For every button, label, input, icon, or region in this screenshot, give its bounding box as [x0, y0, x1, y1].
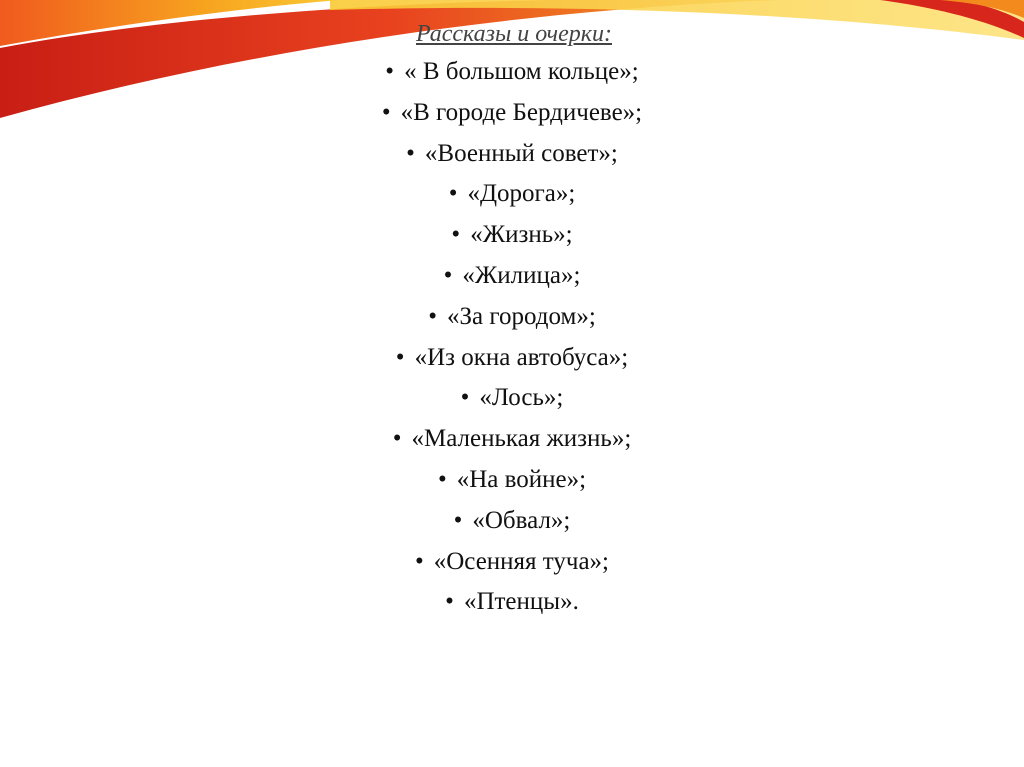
bullet-list — [0, 52, 1024, 623]
bullet-icon: • — [448, 180, 458, 208]
list-item — [0, 460, 1024, 501]
bullet-icon: • — [445, 588, 454, 616]
list-item — [0, 215, 1024, 256]
bullet-icon: • — [460, 384, 470, 412]
bullet-icon: • — [381, 98, 391, 126]
slide-body — [0, 17, 1024, 623]
list-item-text: «Маленькая жизнь»; — [411, 425, 632, 453]
bullet-icon: • — [385, 58, 395, 85]
list-item-text: «В городе Бердичеве»; — [400, 98, 643, 126]
bullet-icon: • — [395, 343, 405, 371]
list-item — [0, 582, 1024, 623]
list-item-text: «Дорога»; — [467, 180, 576, 208]
list-item-text: «Из окна автобуса»; — [414, 343, 629, 371]
list-item-text: «Жизнь»; — [470, 221, 573, 249]
list-item-text: «Обвал»; — [472, 506, 571, 534]
bullet-icon: • — [392, 425, 402, 453]
list-item — [0, 501, 1024, 542]
bullet-icon: • — [437, 465, 447, 493]
slide-heading: Рассказы и очерки: — [416, 21, 612, 47]
list-item-text: «Птенцы». — [463, 588, 579, 616]
list-item — [0, 297, 1024, 338]
list-item-text: «Осенняя туча»; — [433, 547, 610, 575]
list-item — [0, 93, 1024, 134]
list-item — [0, 542, 1024, 583]
list-item — [0, 378, 1024, 419]
list-item-text: «Военный совет»; — [424, 139, 618, 167]
bullet-icon: • — [406, 139, 415, 167]
list-item-text: «На войне»; — [456, 465, 587, 493]
bullet-icon: • — [428, 302, 437, 330]
list-item — [0, 134, 1024, 175]
list-item-text: «Жилица»; — [462, 261, 581, 289]
bullet-icon: • — [443, 261, 453, 289]
list-item — [0, 419, 1024, 460]
list-item-text: «За городом»; — [446, 302, 596, 330]
bullet-icon: • — [414, 547, 424, 575]
list-item — [0, 338, 1024, 379]
list-item — [0, 52, 1024, 93]
list-item — [0, 256, 1024, 297]
bullet-icon: • — [451, 221, 461, 249]
list-item-text: «Лось»; — [479, 384, 564, 412]
bullet-icon: • — [453, 506, 463, 534]
list-item-text: « В большом кольце»; — [404, 58, 639, 85]
list-item — [0, 174, 1024, 215]
